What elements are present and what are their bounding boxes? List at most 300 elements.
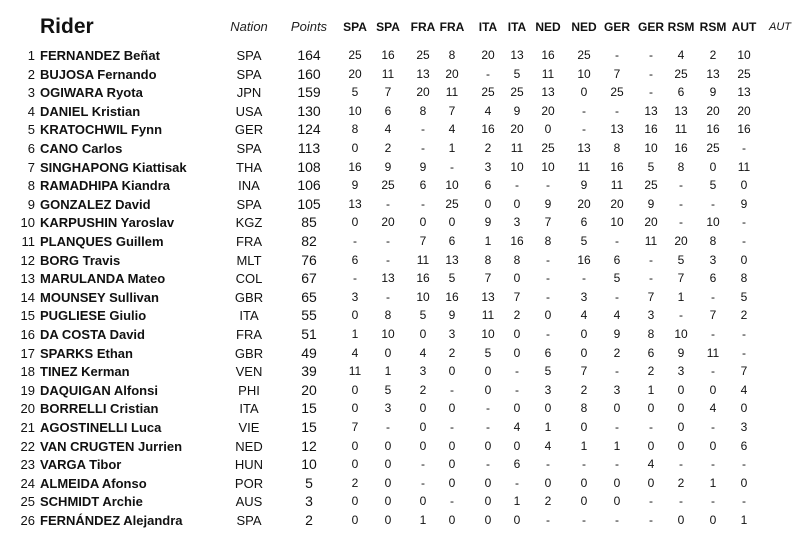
race-result: 2 <box>677 475 685 490</box>
race-result: 6 <box>580 215 588 230</box>
race-result: 0 <box>484 382 492 397</box>
race-result: 25 <box>348 48 362 62</box>
race-result: - <box>421 141 425 155</box>
race-result: - <box>679 215 683 230</box>
race-result: 9 <box>484 215 492 230</box>
rider-nation: GBR <box>234 289 264 305</box>
position: 2 <box>27 66 35 82</box>
table-row <box>0 251 800 270</box>
race-result: - <box>486 66 490 81</box>
race-result: 9 <box>419 159 427 174</box>
rider-name: RAMADHIPA Kiandra <box>40 178 171 194</box>
table-row <box>0 325 800 344</box>
race-result: 5 <box>677 252 685 267</box>
position: 15 <box>20 308 35 324</box>
rider-points: 85 <box>301 214 317 231</box>
rider-name: PLANQUES Guillem <box>40 234 164 249</box>
race-result: 20 <box>610 196 624 211</box>
race-result: 1 <box>613 438 621 453</box>
race-column-header: GER <box>603 20 630 34</box>
race-result: 0 <box>351 382 359 397</box>
race-result: - <box>711 196 715 211</box>
race-result: 3 <box>544 382 552 397</box>
position: 24 <box>20 475 35 491</box>
race-result: 8 <box>740 271 748 286</box>
rider-nation: FRA <box>236 327 262 342</box>
rider-points: 130 <box>297 102 321 119</box>
race-result: 0 <box>484 438 492 453</box>
race-result: 11 <box>577 159 591 174</box>
race-result: 7 <box>709 308 717 323</box>
race-result: 2 <box>709 48 717 62</box>
race-result: 20 <box>445 66 459 81</box>
position: 3 <box>27 85 35 101</box>
position: 8 <box>27 178 35 194</box>
table-row <box>0 46 800 65</box>
race-result: 0 <box>384 345 392 360</box>
race-result: 20 <box>481 48 495 62</box>
rider-points: 15 <box>301 400 317 417</box>
race-result: 8 <box>613 141 621 155</box>
race-result: 16 <box>348 159 362 174</box>
position: 23 <box>20 457 35 473</box>
rider-column-header: Rider <box>40 15 94 38</box>
race-result: 0 <box>513 327 521 341</box>
position: 17 <box>20 345 35 361</box>
race-result: 16 <box>706 122 720 137</box>
rider-name: TINEZ Kerman <box>40 364 130 380</box>
race-result: 20 <box>381 215 395 230</box>
race-result: - <box>711 364 715 379</box>
race-column-header: RSM <box>699 20 727 34</box>
race-result: 9 <box>513 103 521 118</box>
race-result: 13 <box>644 103 658 118</box>
race-result: 25 <box>510 85 524 100</box>
race-result: 10 <box>706 215 720 230</box>
race-result: 9 <box>613 327 621 341</box>
race-result: - <box>742 141 746 155</box>
race-result: 11 <box>644 234 658 248</box>
position: 5 <box>27 122 35 138</box>
rider-nation: POR <box>234 475 264 491</box>
race-result: - <box>546 178 550 193</box>
position: 10 <box>20 215 35 231</box>
race-result: 0 <box>580 345 588 360</box>
race-result: 7 <box>448 103 456 118</box>
race-result: 1 <box>677 289 685 304</box>
race-result: 9 <box>580 178 588 193</box>
race-result: 20 <box>674 234 688 248</box>
position: 4 <box>27 103 35 119</box>
rider-nation: FRA <box>236 234 262 249</box>
race-result: 0 <box>419 327 427 341</box>
race-result: 2 <box>647 364 655 379</box>
rider-points: 164 <box>297 47 321 63</box>
position: 9 <box>27 196 35 212</box>
rider-nation: HUN <box>234 457 264 473</box>
race-result: - <box>386 196 390 211</box>
race-result: 9 <box>740 196 748 211</box>
rider-name: SPARKS Ethan <box>40 345 133 361</box>
race-result: 4 <box>647 457 655 472</box>
race-result: 4 <box>484 103 492 118</box>
race-result: 3 <box>448 327 456 341</box>
race-result: 3 <box>677 364 685 379</box>
table-row <box>0 288 800 307</box>
race-result: 0 <box>740 252 748 267</box>
rider-name: FERNANDEZ Beñat <box>40 48 160 63</box>
race-result: 7 <box>740 364 748 379</box>
race-result: 0 <box>419 438 427 453</box>
race-result: 0 <box>513 401 521 416</box>
race-result: 6 <box>677 85 685 100</box>
race-result: 1 <box>448 141 456 155</box>
race-result: 9 <box>544 196 552 211</box>
rider-points: 51 <box>301 326 317 342</box>
race-result: 0 <box>419 215 427 230</box>
race-result: 4 <box>613 308 621 323</box>
race-result: 2 <box>484 141 492 155</box>
race-result: 9 <box>677 345 685 360</box>
race-result: - <box>421 475 425 490</box>
rider-nation: THA <box>236 159 262 175</box>
race-result: 0 <box>484 196 492 211</box>
race-result: 25 <box>706 141 720 155</box>
table-row <box>0 418 800 437</box>
race-result: 0 <box>544 308 552 323</box>
race-result: 0 <box>384 438 392 453</box>
race-result: 20 <box>510 122 524 137</box>
race-result: 9 <box>709 85 717 100</box>
race-result: 5 <box>613 271 621 286</box>
race-result: 0 <box>513 271 521 286</box>
race-result: - <box>615 457 619 472</box>
race-column-header: AUT <box>731 20 757 34</box>
rider-nation: KGZ <box>235 215 263 231</box>
rider-nation: AUS <box>235 494 263 510</box>
rider-nation: USA <box>235 103 263 119</box>
rider-name: BORRELLI Cristian <box>40 401 159 417</box>
race-result: 0 <box>580 85 588 100</box>
race-result: 1 <box>580 438 588 453</box>
race-result: 8 <box>580 401 588 416</box>
race-result: 0 <box>351 513 359 527</box>
race-result: 1 <box>384 364 392 379</box>
race-result: 20 <box>737 103 751 118</box>
race-result: 2 <box>384 141 392 155</box>
race-result: 25 <box>381 178 395 193</box>
race-result: 9 <box>384 159 392 174</box>
rider-points: 10 <box>301 456 317 473</box>
rider-points: 2 <box>305 512 313 528</box>
race-result: 0 <box>384 513 392 527</box>
rider-nation: SPA <box>236 196 262 212</box>
race-result: 6 <box>384 103 392 118</box>
rider-name: VARGA Tibor <box>40 457 122 473</box>
rider-points: 65 <box>301 288 317 305</box>
rider-nation: COL <box>235 271 263 287</box>
race-result: 13 <box>577 141 591 155</box>
race-result: 3 <box>647 308 655 323</box>
race-result: 16 <box>510 234 524 248</box>
race-result: - <box>486 457 490 472</box>
position: 14 <box>20 289 35 305</box>
race-result: - <box>649 66 653 81</box>
race-result: 8 <box>384 308 392 323</box>
rider-name: SINGHAPONG Kiattisak <box>40 159 187 175</box>
race-result: 8 <box>351 122 359 137</box>
rider-name: OGIWARA Ryota <box>40 85 143 101</box>
race-result: 6 <box>647 345 655 360</box>
position: 7 <box>27 159 35 175</box>
race-result: 8 <box>484 252 492 267</box>
table-row <box>0 269 800 288</box>
race-result: 25 <box>541 141 555 155</box>
race-result: - <box>450 382 454 397</box>
table-row <box>0 455 800 474</box>
race-result: 20 <box>416 85 430 100</box>
race-result: 16 <box>674 141 688 155</box>
race-result: 0 <box>448 513 456 527</box>
rider-name: MARULANDA Mateo <box>40 271 166 287</box>
race-result: 3 <box>709 252 717 267</box>
race-result: - <box>649 48 653 62</box>
table-row <box>0 306 800 325</box>
race-result: 11 <box>541 66 555 81</box>
race-result: 11 <box>510 141 524 155</box>
race-column-header: SPA <box>376 20 400 34</box>
rider-name: DAQUIGAN Alfonsi <box>40 382 158 398</box>
race-result: 16 <box>481 122 495 137</box>
race-result: 10 <box>481 327 495 341</box>
race-result: 0 <box>544 475 552 490</box>
race-result: 1 <box>513 494 521 509</box>
race-result: 20 <box>577 196 591 211</box>
race-result: 16 <box>416 271 430 286</box>
race-result: - <box>679 178 683 193</box>
table-row <box>0 437 800 456</box>
race-result: 0 <box>448 457 456 472</box>
race-result: 6 <box>419 178 427 193</box>
race-column-header: FRA <box>439 20 465 34</box>
race-result: 16 <box>644 122 658 137</box>
table-row <box>0 213 800 232</box>
race-result: 0 <box>513 345 521 360</box>
table-row <box>0 399 800 418</box>
position: 25 <box>20 494 35 510</box>
race-column-header: RSM <box>667 20 695 34</box>
rider-name: PUGLIESE Giulio <box>40 308 147 324</box>
race-result: 3 <box>384 401 392 416</box>
rider-name: KRATOCHWIL Fynn <box>40 122 163 138</box>
race-result: 0 <box>513 196 521 211</box>
race-result: 0 <box>351 141 359 155</box>
race-result: 0 <box>484 475 492 490</box>
race-result: 13 <box>445 252 459 267</box>
race-result: 25 <box>674 66 688 81</box>
race-result: 13 <box>610 122 624 137</box>
race-result: 13 <box>510 48 524 62</box>
race-result: - <box>546 327 550 341</box>
rider-nation: SPA <box>236 141 262 156</box>
race-result: 0 <box>448 401 456 416</box>
race-result: 7 <box>647 289 655 304</box>
race-result: - <box>386 252 390 267</box>
race-result: 0 <box>513 513 521 527</box>
race-result: 7 <box>484 271 492 286</box>
race-result: - <box>679 457 683 472</box>
table-row <box>0 492 800 511</box>
race-result: 4 <box>351 345 359 360</box>
race-result: 3 <box>513 215 521 230</box>
rider-points: 160 <box>297 65 321 82</box>
race-result: 5 <box>419 308 427 323</box>
race-result: 5 <box>351 85 359 100</box>
race-result: - <box>515 364 519 379</box>
rider-points: 106 <box>297 177 321 194</box>
race-result: 0 <box>351 457 359 472</box>
race-result: - <box>679 196 683 211</box>
race-column-header: NED <box>535 20 561 34</box>
race-result: 5 <box>544 364 552 379</box>
race-result: - <box>742 494 746 509</box>
race-result: 11 <box>348 364 362 379</box>
race-result: 10 <box>610 215 624 230</box>
race-result: 1 <box>740 513 748 527</box>
race-result: - <box>421 196 425 211</box>
race-result: 16 <box>577 252 591 267</box>
rider-name: CANO Carlos <box>40 141 123 156</box>
race-result: 11 <box>381 66 395 81</box>
race-result: 0 <box>351 215 359 230</box>
race-column-header: FRA <box>410 20 436 34</box>
table-row <box>0 381 800 400</box>
race-result: 2 <box>513 308 521 323</box>
race-result: - <box>546 457 550 472</box>
race-result: 0 <box>580 327 588 341</box>
rider-points: 67 <box>301 270 317 287</box>
rider-nation: JPN <box>236 85 262 101</box>
race-result: 4 <box>580 308 588 323</box>
race-result: - <box>546 513 550 527</box>
race-result: 20 <box>644 215 658 230</box>
race-result: - <box>615 48 619 62</box>
race-result: 6 <box>484 178 492 193</box>
race-result: - <box>615 420 619 434</box>
race-result: 10 <box>577 66 591 81</box>
race-result: - <box>353 234 357 248</box>
race-result: 25 <box>445 196 459 211</box>
race-result: 8 <box>677 159 685 174</box>
race-result: 0 <box>544 122 552 137</box>
rider-name: SCHMIDT Archie <box>40 494 143 510</box>
race-result: 13 <box>481 289 495 304</box>
race-result: 13 <box>416 66 430 81</box>
race-result: 20 <box>541 103 555 118</box>
nation-column-header: Nation <box>230 19 268 34</box>
race-result: - <box>711 420 715 434</box>
race-result: 0 <box>384 457 392 472</box>
race-result: 0 <box>580 420 588 434</box>
table-row <box>0 232 800 251</box>
race-result: 0 <box>351 401 359 416</box>
race-result: - <box>711 327 715 341</box>
race-result: 4 <box>544 438 552 453</box>
race-result: 16 <box>541 48 555 62</box>
race-result: 3 <box>580 289 588 304</box>
race-result: 25 <box>644 178 658 193</box>
race-result: 5 <box>740 289 748 304</box>
race-result: 6 <box>513 457 521 472</box>
race-result: 0 <box>709 159 717 174</box>
rider-points: 5 <box>305 474 313 491</box>
race-result: - <box>386 234 390 248</box>
race-result: 0 <box>709 513 717 527</box>
race-result: 0 <box>740 178 748 193</box>
race-result: 6 <box>740 438 748 453</box>
race-result: 10 <box>381 327 395 341</box>
race-result: 10 <box>445 178 459 193</box>
race-result: 1 <box>647 382 655 397</box>
rider-points: 159 <box>297 84 321 101</box>
table-row <box>0 65 800 84</box>
race-result: 16 <box>381 48 395 62</box>
race-result: 0 <box>580 494 588 509</box>
rider-name: GONZALEZ David <box>40 196 151 212</box>
position: 11 <box>21 234 35 249</box>
race-result: 20 <box>348 66 362 81</box>
race-result: - <box>742 215 746 230</box>
race-result: 9 <box>647 196 655 211</box>
race-result: 11 <box>737 159 751 174</box>
race-result: 10 <box>737 48 751 62</box>
race-result: 20 <box>706 103 720 118</box>
race-result: 7 <box>544 215 552 230</box>
race-column-header: AUT <box>769 21 791 33</box>
rider-points: 108 <box>297 158 321 175</box>
race-result: - <box>649 494 653 509</box>
race-column-header: ITA <box>507 20 527 34</box>
race-result: - <box>353 271 357 286</box>
race-result: - <box>582 103 586 118</box>
race-result: 9 <box>351 178 359 193</box>
race-result: 0 <box>448 475 456 490</box>
race-column-header: GER <box>637 20 664 34</box>
race-result: 5 <box>647 159 655 174</box>
race-result: 2 <box>580 382 588 397</box>
race-result: - <box>515 178 519 193</box>
rider-name: MOUNSEY Sullivan <box>40 289 159 305</box>
position: 16 <box>20 327 35 342</box>
position: 26 <box>20 513 35 528</box>
rider-nation: ITA <box>239 308 259 324</box>
rider-nation: PHI <box>238 382 260 398</box>
race-result: 0 <box>677 513 685 527</box>
race-result: 11 <box>610 178 624 193</box>
rider-nation: GBR <box>234 345 264 361</box>
rider-name: KARPUSHIN Yaroslav <box>40 215 175 231</box>
race-result: 7 <box>677 271 685 286</box>
race-result: 6 <box>448 234 456 248</box>
race-result: 1 <box>709 475 717 490</box>
table-row <box>0 83 800 102</box>
race-result: 11 <box>416 252 430 267</box>
race-result: 0 <box>484 494 492 509</box>
race-result: - <box>742 457 746 472</box>
race-result: 11 <box>674 122 688 137</box>
race-result: - <box>582 513 586 527</box>
rider-points: 105 <box>297 195 321 212</box>
